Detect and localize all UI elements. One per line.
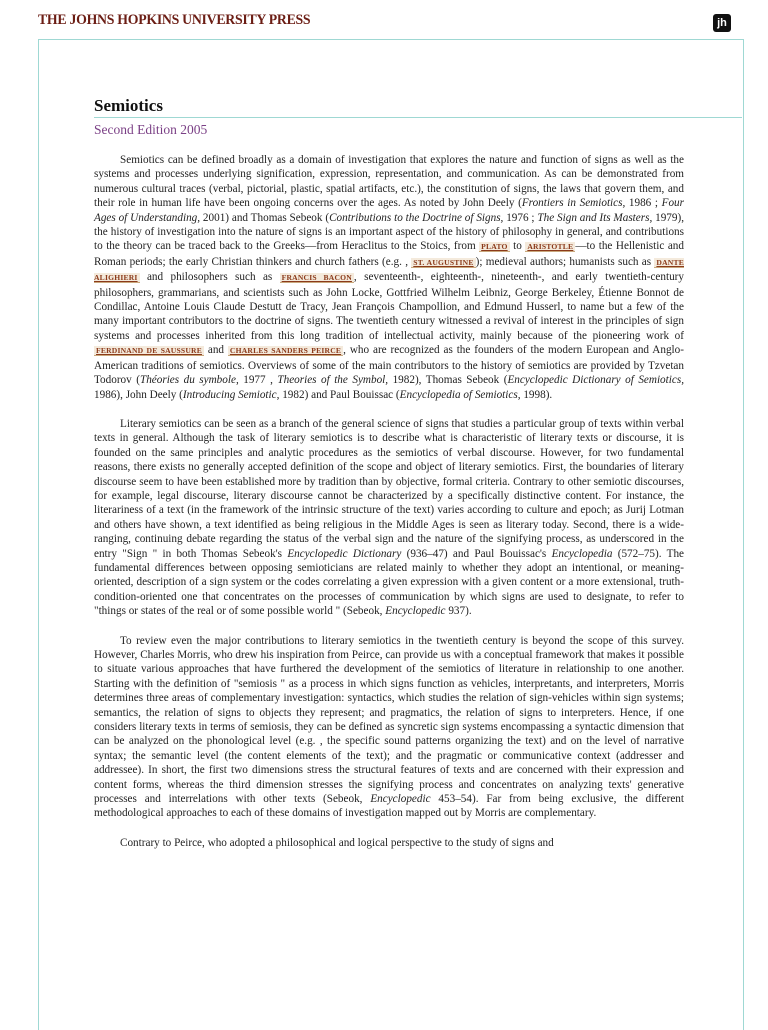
- paragraph-2: Literary semiotics can be seen as a branch of the general science of signs that studies a particular group of texts within verbal texts in general. Although the task of literary semiotics is to describe what is characteristic of literary texts or discourse, it is founded on the same principles and analytic procedures as the semiotics of verbal discourse. However, for two fundamental reasons, there exists no generally accepted definition of the scope and object of literary semiotics. First, the boundaries of literary discourse seem to have been established more by tradition than by objective, formal criteria. Contrary to other semiotic discourses, for example, legal discourse, literary discourse cannot be characterized by a specifically distinctive content. For instance, the literariness of a text (in the framework of the intrinsic structure of the text) varies according to culture and epoch; as Jurij Lotman and others have shown, a text identified as being religious in the Middle Ages is seen as literary today. Second, there is a wide-ranging, continuing debate regarding the status of the verbal sign and the nature of the signifying process, as underscored in the entry "Sign " in both Thomas Sebeok's Encyclopedic Dictionary (936–47) and Paul Bouissac's Encyclopedia (572–75). The fundamental differences between opposing semioticians are related mainly to whether they adopt an intentional, or meaning-oriented, description of a sign system or the codes correlating a given expression with a given content or a more extensional, truth-condition-oriented one that concentrates on the processes of communication by which signs are used to designate, to refer to "things or states of the real or of some possible world " (Sebeok, Encyclopedic 937).: [94, 417, 685, 618]
- link-ferdinand-de-saussure[interactable]: FERDINAND DE SAUSSURE: [96, 346, 202, 356]
- paragraph-1: Semiotics can be defined broadly as a domain of investigation that explores the nature and function of signs as well as the systems and processes underlying signification, expression, representation, and communication. As can be demonstrated from numerous cultural traces (verbal, pictorial, plastic, spatial artifacts, etc.), the constitution of signs, the laws that govern them, and their role in human life have been ongoing concerns over the ages. As noted by John Deely (Frontiers in Semiotics, 1986 ; Four Ages of Understanding, 2001) and Thomas Sebeok (Contributions to the Doctrine of Signs, 1976 ; The Sign and Its Masters, 1979), the history of investigation into the nature of signs is an important aspect of the history of philosophy in general, and contributions to the theory can be traced back to the Greeks—from Heraclitus to the Stoics, from PLATO to ARISTOTLE —to the Hellenistic and Roman periods; the early Christian thinkers and church fathers (e.g. , ST. AUGUSTINE ); medieval authors; humanists such as DANTE ALIGHIERI and philosophers such as FRANCIS BACON , seventeenth-, eighteenth-, nineteenth-, and early twentieth-century philosophers, grammarians, and scientists such as John Locke, Gottfried Wilhelm Leibniz, George Berkeley, Étienne Bonnot de Condillac, Antoine Louis Claude Destutt de Tracy, Jean François Champollion, and Edmund Husserl, to name but a few of the many important contributors to the doctrine of signs. The twentieth century witnessed a revival of interest in the principles of sign systems and processes inherited from this long tradition of intellectual activity, mainly because of the pioneering work of FERDINAND DE SAUSSURE and CHARLES SANDERS PEIRCE , who are recognized as the founders of the modern European and Anglo-American traditions of semiotics. Overviews of some of the main contributors to the history of semiotics are provided by Tzvetan Todorov (Théories du symbole, 1977 , Theories of the Symbol, 1982), Thomas Sebeok (Encyclopedic Dictionary of Semiotics, 1986), John Deely (Introducing Semiotic, 1982) and Paul Bouissac (Encyclopedia of Semiotics, 1998).: [94, 154, 685, 401]
- title-divider: [94, 117, 742, 118]
- jhup-logo-icon[interactable]: jh: [713, 14, 731, 32]
- link-st-augustine[interactable]: ST. AUGUSTINE: [413, 257, 474, 267]
- link-charles-sanders-peirce[interactable]: CHARLES SANDERS PEIRCE: [229, 346, 342, 356]
- link-francis-bacon[interactable]: FRANCIS BACON: [281, 273, 352, 283]
- masthead: [0, 0, 768, 40]
- article-body: [94, 153, 684, 865]
- paragraph-3: To review even the major contributions to literary semiotics in the twentieth century is beyond the scope of this survey. However, Charles Morris, who drew his inspiration from Peirce, can provide us with a conceptual framework that makes it possible to situate various approaches that have furthered the development of the semiotics of literature in relationship to one another. Starting with the definition of "semiosis " as a process in which signs function as vehicles, interpretants, and interpreters, Morris determines three areas of complementary investigation: syntactics, which studies the relation of sign-vehicles within sign systems; semantics, the relation of signs to objects they represent; and pragmatics, the relation of signs to interpreters. Hence, if one considers literary texts in terms of semiosis, they can be defined as syncretic sign systems encompassing a syntactic dimension that can be analyzed on the phonological level (e.g. , the specific sound patterns organizing the text) and on the level of narrative syntax; the semantic level (the content elements of the text); and the pragmatic or communicative context (addresser and addressee). In short, the first two dimensions stress the structural features of texts and are concerned with their expression and content forms, whereas the third dimension stresses the signifying process and concentrates on analyzing texts' generative processes and interrelations with other texts (Sebeok, Encyclopedic 453–54). Far from being exclusive, the different methodological approaches to each of these domains of investigation mapped out by Morris are complementary.: [94, 634, 684, 820]
- article-title: Semiotics: [94, 96, 163, 115]
- paragraph-4: Contrary to Peirce, who adopted a philosophical and logical perspective to the study of signs and: [120, 836, 554, 849]
- link-dante-alighieri[interactable]: DANTE ALIGHIERI: [94, 257, 684, 283]
- publisher-logo-text[interactable]: THE JOHNS HOPKINS UNIVERSITY PRESS: [38, 12, 311, 28]
- link-aristotle[interactable]: ARISTOTLE: [527, 242, 574, 252]
- edition-label: Second Edition 2005: [94, 122, 208, 137]
- link-plato[interactable]: PLATO: [481, 242, 508, 252]
